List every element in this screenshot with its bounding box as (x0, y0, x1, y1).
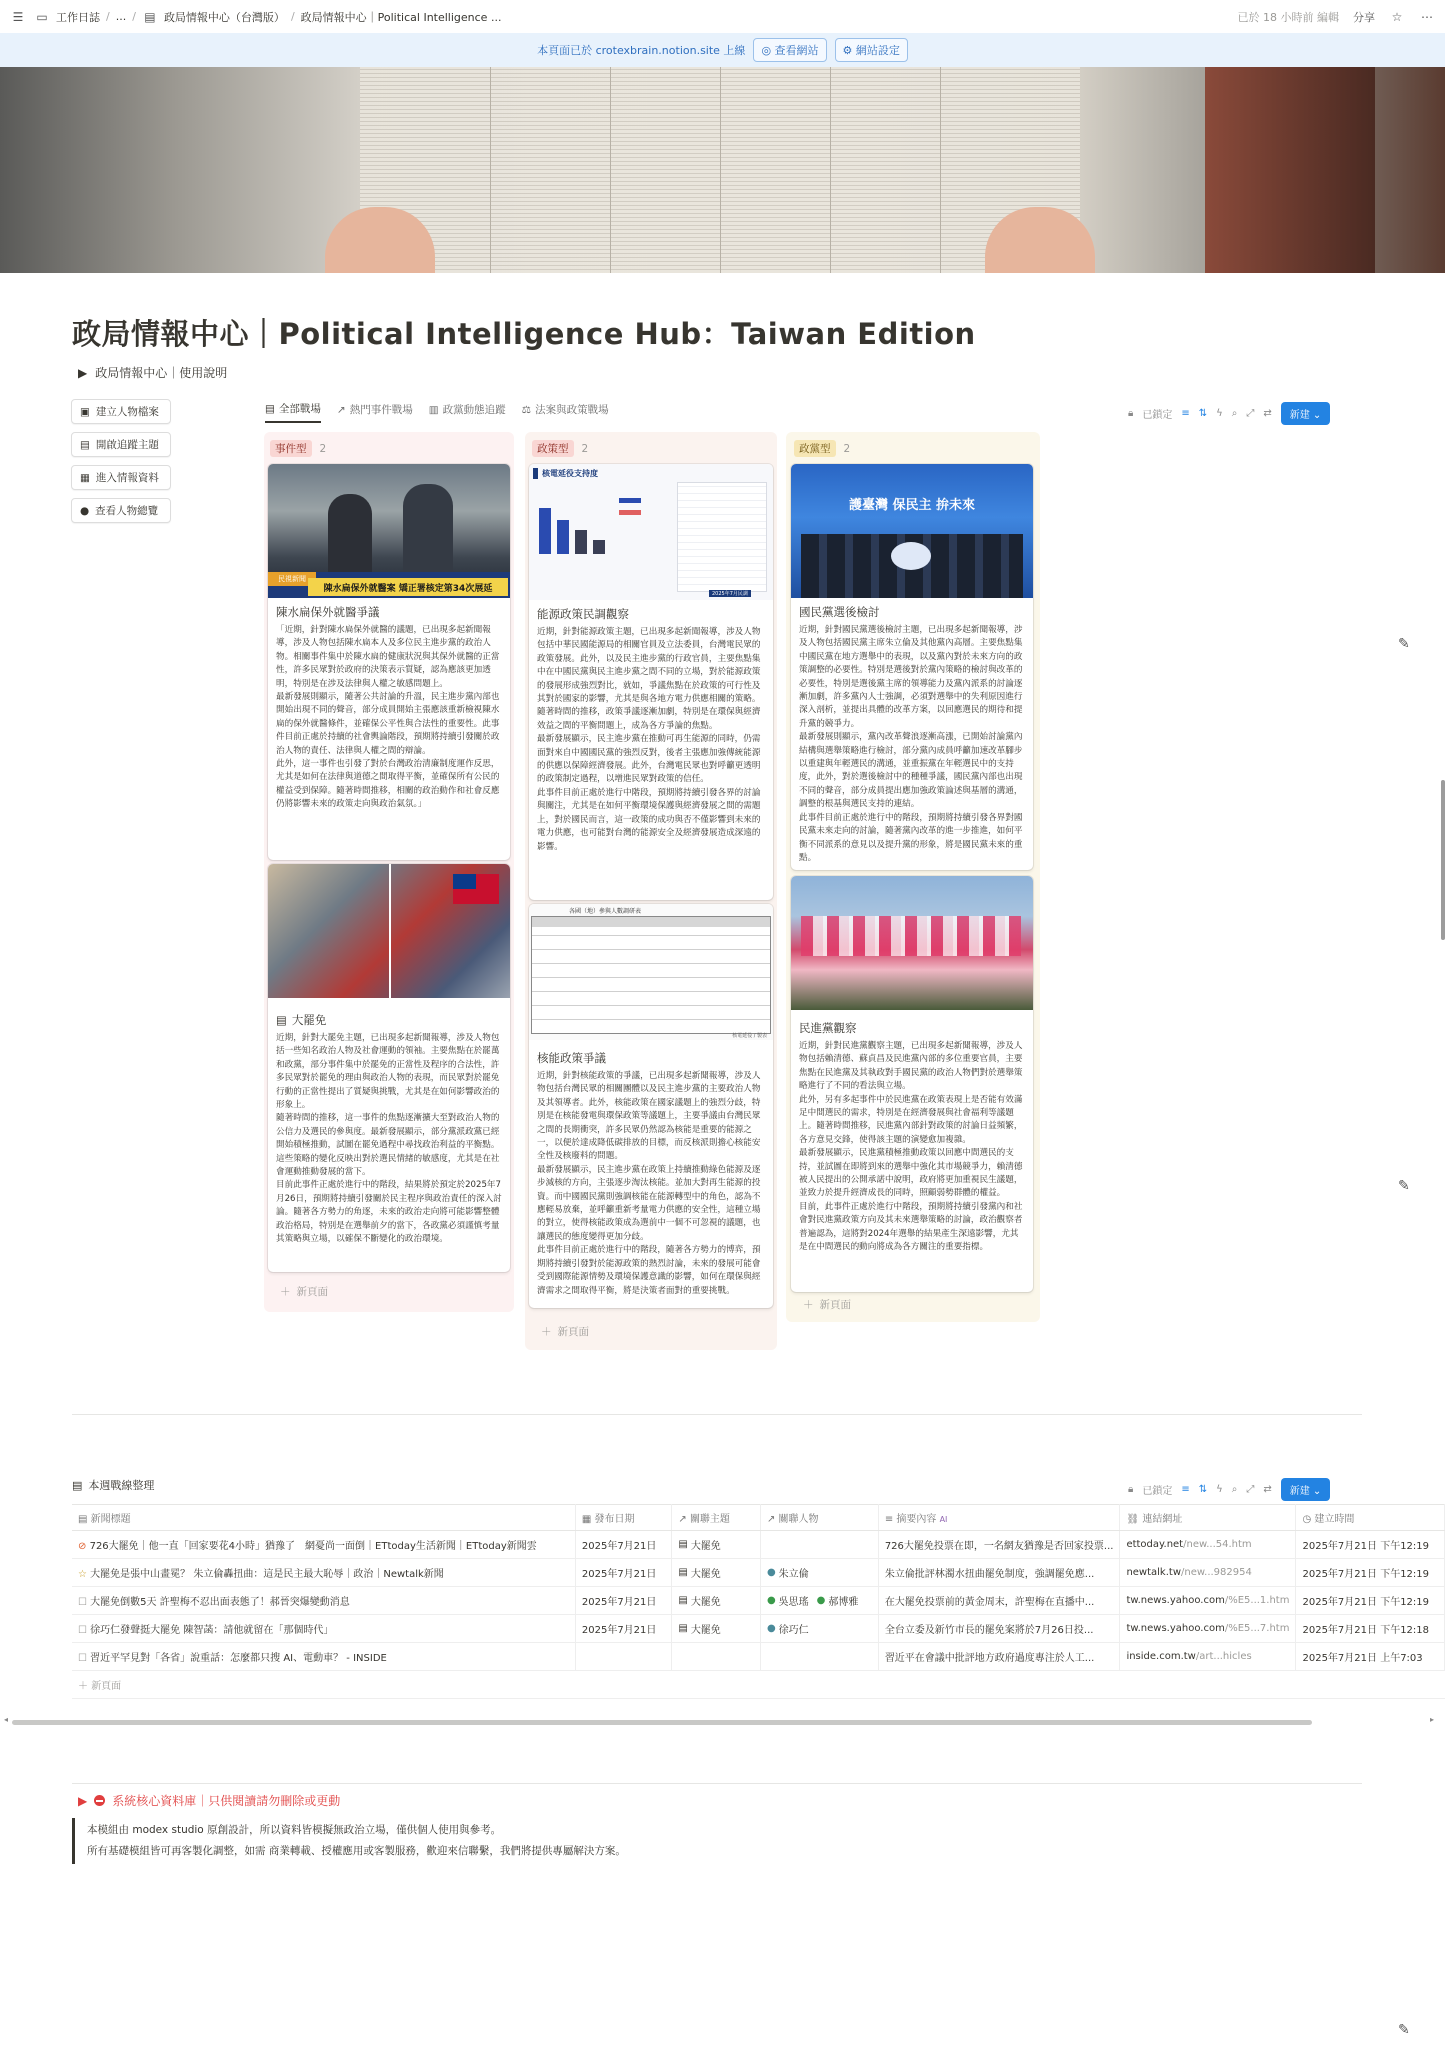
expand-icon[interactable]: ⤢ (1246, 1484, 1255, 1495)
scroll-left-icon[interactable]: ◂ (4, 1715, 9, 1724)
page-title: 政局情報中心｜Political Intelligence Hub：Taiwan Edition (72, 317, 976, 351)
cell-people[interactable] (760, 1559, 878, 1587)
locked-label: 已鎖定 (1142, 410, 1173, 421)
cell-people[interactable] (760, 1531, 878, 1559)
add-page-button[interactable] (280, 1284, 328, 1299)
card-title (268, 598, 510, 624)
table-row[interactable] (72, 1643, 1445, 1671)
card-cover-image (529, 464, 773, 600)
person-pill[interactable] (767, 1621, 809, 1636)
new-button-label: 新建 (1289, 410, 1310, 421)
triangle-right-icon: ▶ (78, 1793, 88, 1808)
table-row[interactable] (72, 1615, 1445, 1643)
link-host[interactable]: tw.news.yahoo.com (1126, 1623, 1225, 1634)
book-icon: ▤ (80, 438, 90, 451)
site-settings-button[interactable] (835, 38, 908, 62)
cell-date[interactable]: 2025年7月21日 (575, 1587, 671, 1615)
link-path: /new...982954 (1181, 1567, 1252, 1578)
breadcrumb-separator: / (290, 10, 295, 23)
share-button[interactable]: 分享 (1353, 10, 1375, 24)
cell-date[interactable]: 2025年7月21日 (575, 1559, 671, 1587)
relation-icon: ↗ (766, 1514, 776, 1525)
card-title-text: 大罷免 (291, 1013, 327, 1027)
plus-icon: ＋ (78, 1681, 88, 1692)
breadcrumb-separator: / (132, 10, 136, 23)
header-label: 連結網址 (1142, 1514, 1183, 1525)
star-icon[interactable]: ☆ (1391, 9, 1403, 24)
add-row-label: 新頁面 (91, 1681, 122, 1692)
lightning-icon[interactable]: ϟ (1216, 1484, 1223, 1495)
topic-label: 大罷免 (690, 1569, 721, 1580)
text-column-icon: ▤ (78, 1514, 88, 1525)
lock-icon: 🔒︎ (1128, 408, 1134, 419)
cell-link[interactable] (1120, 1559, 1296, 1587)
scale-icon: ⚖ (521, 403, 532, 416)
link-host[interactable]: tw.news.yahoo.com (1126, 1595, 1225, 1606)
tab-label: 熱門事件戰場 (349, 404, 413, 416)
cell-created: 2025年7月21日 下午12:19 (1296, 1531, 1445, 1559)
notice-quote (72, 1818, 872, 1864)
cell-title[interactable] (72, 1615, 575, 1643)
cell-summary[interactable]: 習近平在會議中批評地方政府過度專注於人工... (878, 1643, 1120, 1671)
column-tag: 政黨型 (794, 440, 836, 457)
link-path: /%E5...7.htm (1224, 1623, 1290, 1634)
row-title: 習近平罕見對「各省」說重話：怎麼都只搜 AI、電動車？ - INSIDE (90, 1653, 387, 1664)
tab-label: 政黨動態追蹤 (442, 404, 506, 416)
enter-intel-button[interactable] (71, 465, 171, 490)
newspaper-column-line (940, 67, 941, 273)
create-profile-label: 建立人物檔案 (95, 406, 159, 418)
page-icon: ▤ (276, 1013, 287, 1027)
notice-line-2: 所有基礎模組皆可再客製化調整，如需 商業轉載、授權應用或客製服務，歡迎來信聯繫，我們將提供專屬解決方案。 (87, 1845, 626, 1857)
cell-created: 2025年7月21日 上午7:03 (1296, 1643, 1445, 1671)
cell-summary[interactable]: 726大罷免投票在即，一名網友猶豫是否回家投票... (878, 1531, 1120, 1559)
topic-label: 大罷免 (690, 1541, 721, 1552)
divider (72, 1414, 1362, 1415)
tab-label: 法案與政策戰場 (535, 404, 609, 416)
cell-created: 2025年7月21日 下午12:18 (1296, 1615, 1445, 1643)
background-wall-graphic (1205, 67, 1375, 273)
usage-toggle[interactable] (78, 364, 227, 381)
vertical-scrollbar[interactable] (1441, 780, 1445, 940)
row-title: 大罷免倒數5天 許聖梅不忍出面表態了！郝晉突爆變動消息 (90, 1597, 350, 1608)
card-summary: 近期，針對核能政策的爭議，已出現多起新聞報導，涉及人物包括台灣民眾的相關團體以及民主進步黨的主要政治人物及其領導者。此外，核能政策在國家議題上的強烈分歧，特別是在核能發電與環保政策等議題上，主要爭議由台灣民眾之間的長期衝突，許多民眾仍然認為核能是重要的能源之一，以便於達成降低碳排放的目標，而反核派則擔心核能安全性及核廢料的問題。 最新發展顯示，民主進步黨在政策上持續推動綠色能源及逐步減核的方向，主張逐步淘汰核能。並加大對再生能源的投資。而中國國民黨則強調核能在能源轉型中的角色，認為不應輕易放棄，並呼籲重新考量電力供應的安全性，這種立場的對立，使得核能政策成為選前中一個不可忽視的議題，也讓選民的態度變得更加分歧。 此事件目前正處於進行中的階段，隨著各方勢力的博弈，預期將持續引發對於能源政策的熱烈討論，未來的發展可能會受到國際能源情勢及環境保護意識的影響，如何在環保與經濟需求之間取得平衡，將是決策者面對的重要挑戰。 (537, 1071, 761, 1296)
text-column-icon: ≡ (884, 1514, 894, 1525)
card-title (529, 600, 773, 626)
person-figure-graphic (328, 494, 372, 584)
settings-icon[interactable]: ⇄ (1263, 1484, 1272, 1495)
assistant-icon[interactable]: ✎ (1398, 1178, 1410, 1194)
breadcrumb-item-1[interactable]: ... (115, 10, 127, 23)
workspace-icon: ▭ (36, 9, 48, 24)
table-row[interactable] (72, 1559, 1445, 1587)
newspaper-column-line (830, 67, 831, 273)
card-summary: 近期，針對民進黨觀察主題，已出現多起新聞報導，涉及人物包括賴清德、蘇貞昌及民進黨內部的多位重要官員，主要焦點在民進黨及其執政對手國民黨的政治人物們對於選舉策略進行了不同的看法與立場。 此外，另有多起事件中於民進黨在政策表現上是否能有效滿足中間選民的需求，特別是在經濟發展與社會福利等議題上。隨著時間推移，民進黨內部針對政策的討論日益頻繁，各方意見交鋒，使得該主題的演變愈加複雜。 最新發展顯示，民進黨積極推動政策以回應中間選民的支持，並試圖在即將到來的選舉中強化其市場競爭力，賴清德被人民提出的公開承諾中說明，政府將更加重視民生議題，並致力於提升經濟成長的同時，照顧弱勢群體的權益。 目前，此事件正處於進行中階段，預期將持續引發黨內和社會對民進黨政策方向及其未來選舉策略的討論，政治觀察者普遍認為，這將對2024年選舉的結果產生深遠影響，尤其是在中間選民的動向將成為各方關注的重要指標。 (799, 1041, 1023, 1253)
quick-buttons (71, 399, 171, 523)
news-brand-logo: 民視新聞 (268, 572, 316, 586)
cell-date[interactable]: 2025年7月21日 (575, 1531, 671, 1559)
notice-line-1: 本模組由 modex studio 原創設計，所以資料皆模擬無政治立場，僅供個人使用與參考。 (87, 1824, 502, 1836)
card-cover-image (268, 864, 510, 998)
table-icon: ▤ (72, 1478, 83, 1492)
link-host[interactable]: ettoday.net (1126, 1539, 1184, 1550)
add-row-cell[interactable] (72, 1671, 575, 1699)
search-icon[interactable]: ⌕ (1231, 1484, 1238, 1495)
view-site-button[interactable] (753, 38, 826, 62)
person-pill[interactable] (767, 1565, 809, 1580)
gear-icon: ⚙ (842, 44, 853, 57)
person-name: 郝博雅 (828, 1597, 859, 1608)
cell-link[interactable] (1120, 1643, 1296, 1671)
table-view-header[interactable] (72, 1477, 154, 1493)
cell-topic[interactable] (672, 1559, 761, 1587)
column-header-created[interactable] (1296, 1505, 1445, 1531)
card-title-text: 陳水扁保外就醫爭議 (276, 605, 380, 619)
cell-link[interactable] (1120, 1531, 1296, 1559)
clock-icon: ◷ (1302, 1514, 1312, 1525)
cell-summary[interactable]: 全台立委及新竹市長的罷免案將於7月26日投... (878, 1615, 1120, 1643)
data-table-graphic (677, 482, 767, 592)
column-header-party[interactable] (794, 440, 850, 457)
chart-bar-graphic (575, 530, 587, 554)
cell-title[interactable] (72, 1587, 575, 1615)
person-icon: ● (766, 1623, 776, 1634)
column-header-topic[interactable] (672, 1505, 761, 1531)
card-cover-image (529, 904, 773, 1040)
chart-bar-graphic (539, 508, 551, 554)
legend-swatch-graphic (619, 498, 641, 503)
tab-policy[interactable] (522, 401, 609, 423)
edited-timestamp: 已於 18 小時前 編輯 (1237, 10, 1339, 24)
card-summary: 近期，針對能源政策主題，已出現多起新聞報導，涉及人物包括中華民國能源局的相關官員及立法委員，台灣電民眾的政策發展。此外，以及民主進步黨的行政官員，主要焦點集中在中國民黨與民主進步黨之間不同的立場，對於能源政策的發展形成強烈對比，就如，爭議焦點在於政策的可行性及其對於國家的影響，尤其是與各地方電力供應相關的策略。 隨著時間的推移，政策爭議逐漸加劇，特別是在環保與經濟效益之間的平衡問題上，成為各方爭論的焦點。 最新發展顯示，民主進步黨在推動可再生能源的同時，仍需面對來自中國國民黨的強烈反對，後者主張應加強傳統能源的供應以保障經濟發展。此外，台灣電民眾也對呼籲更透明的政策制定過程，以增進民眾對政策的信任。 此事件目前正處於進行中階段，預期將持續引發各界的討論與關注，尤其是在如何平衡環境保護與經濟發展之間的需題上，對於國民而言，這一政策的成功與否不僅影響到未來的電力供應，也可能對台灣的能源安全及經濟發展造成深遠的影響。 (537, 627, 761, 852)
table-row[interactable] (72, 1587, 1445, 1615)
cell-title[interactable] (72, 1643, 575, 1671)
card-title (268, 998, 510, 1032)
person-icon: ● (816, 1595, 826, 1606)
tab-party-tracking[interactable] (429, 401, 506, 423)
new-button[interactable]: 新建 ⌄ (1281, 402, 1331, 425)
header-label: 建立時間 (1314, 1514, 1355, 1525)
scrollbar-thumb[interactable] (12, 1720, 1312, 1725)
topic-pill[interactable] (678, 1621, 720, 1636)
assistant-icon[interactable]: ✎ (1398, 2022, 1410, 2038)
core-database-warning: 系統核心資料庫｜只供閱讀請勿刪除或更動 (112, 1794, 341, 1808)
board-card[interactable] (529, 904, 773, 1308)
column-count: 2 (843, 442, 851, 455)
person-pill[interactable] (767, 1593, 809, 1608)
table-heading: 各國（地）參與人數調研表 (569, 908, 642, 915)
person-name: 徐巧仁 (778, 1625, 809, 1636)
person-name: 朱立倫 (778, 1569, 809, 1580)
locked-label: 已鎖定 (1142, 1486, 1173, 1497)
add-page-label: 新頁面 (557, 1326, 589, 1338)
person-figure-graphic (403, 484, 453, 584)
row-icon: ☐ (78, 1653, 87, 1664)
breadcrumb-item-0[interactable]: 工作日誌 (56, 10, 100, 24)
link-path: /new...54.htm (1183, 1539, 1252, 1550)
new-button-label: 新建 (1289, 1486, 1310, 1497)
table-header-row (72, 1505, 1445, 1531)
news-table (72, 1504, 1445, 1699)
column-header-events[interactable] (270, 440, 326, 457)
new-button[interactable]: 新建 ⌄ (1281, 1478, 1331, 1501)
header-label: 關聯主題 (689, 1514, 730, 1525)
column-count: 2 (581, 442, 589, 455)
card-cover-image (268, 464, 510, 598)
lock-icon: 🔒︎ (1128, 1484, 1134, 1495)
column-tag: 政策型 (532, 440, 574, 457)
breadcrumb (34, 9, 501, 25)
database-icon: ▦ (80, 471, 90, 484)
chart-heading: 核電延役支持度 (533, 468, 598, 479)
cell-title[interactable] (72, 1559, 575, 1587)
add-page-button[interactable] (541, 1324, 589, 1339)
cell-link[interactable] (1120, 1587, 1296, 1615)
board-card[interactable] (268, 864, 510, 1272)
cell-created: 2025年7月21日 下午12:19 (1296, 1587, 1445, 1615)
table-title: 本週戰線整理 (88, 1479, 155, 1492)
create-profile-button[interactable] (71, 399, 171, 424)
menu-icon[interactable]: ☰ (12, 9, 24, 24)
cover-image[interactable] (0, 67, 1445, 273)
top-bar (0, 0, 1445, 33)
card-cover-image (791, 464, 1033, 598)
topic-pill[interactable] (678, 1593, 720, 1608)
enter-intel-label: 進入情報資料 (95, 472, 159, 484)
board-toolbar (1128, 402, 1330, 425)
protest-flags-graphic (801, 916, 1021, 956)
add-page-button[interactable] (803, 1297, 851, 1312)
board-card[interactable] (529, 464, 773, 900)
flag-graphic (453, 874, 499, 904)
ai-badge: AI (939, 1515, 948, 1524)
card-title (791, 1010, 1033, 1040)
card-summary: 近期，針對大罷免主題，已出現多起新聞報導，涉及人物包括一些知名政治人物及社會運動的領袖。主要焦點在於罷萬和政黨，部分事件集中於罷免的正當性及程序的合法性，許多民眾對於罷免的理由與政治人物的表現，而民眾對於罷免行動的正當性提出了質疑與挑戰，尤其是在如何影響政治的形象上。 隨著時間的推移，這一事件的焦點逐漸擴大至對政治人物的公信力及選民的參與度。最新發展顯示，部分黨派政黨已經開始積極推動，試圖在罷免過程中尋找政治利益的平衡點。這些策略的變化反映出對於選民情緒的敏感度，尤其是在社會運動推動發展的當下。 目前此事件正處於進行中的階段，結果將於預定於2025年7月26日，預期將持續引發關於民主程序與政治責任的深入討論。隨著各方勢力的角逐，未來的政治走向將可能影響整體政治格局，特別是在選舉前夕的當下，各政黨必須謹慎考量其策略與立場，以確保不斷變化的政治環境。 (276, 1033, 502, 1245)
open-topic-button[interactable] (71, 432, 171, 457)
link-path: /%E5...1.htm (1224, 1595, 1290, 1606)
board-card[interactable] (268, 464, 510, 860)
board-card[interactable] (791, 876, 1033, 1292)
publish-text: 本頁面已於 crotexbrain.notion.site 上線 (537, 44, 746, 57)
link-path: /art...hicles (1195, 1651, 1252, 1662)
cell-topic[interactable] (672, 1531, 761, 1559)
cell-date[interactable]: 2025年7月21日 (575, 1615, 671, 1643)
card-title (529, 1040, 773, 1070)
cell-created: 2025年7月21日 下午12:19 (1296, 1559, 1445, 1587)
party-emblem-graphic (891, 542, 931, 570)
chart-bar-graphic (557, 520, 569, 554)
publish-banner (0, 33, 1445, 67)
add-page-label: 新頁面 (819, 1299, 851, 1311)
site-settings-label: 網站設定 (855, 44, 900, 57)
cell-topic[interactable] (672, 1587, 761, 1615)
book-icon: ▤ (678, 1539, 688, 1550)
view-people-button[interactable] (71, 498, 171, 523)
board-icon: ▤ (265, 402, 275, 415)
plus-icon: ＋ (541, 1326, 552, 1338)
calendar-icon: ▦ (581, 1514, 592, 1525)
cell-people[interactable] (760, 1587, 878, 1615)
add-page-label: 新頁面 (296, 1286, 328, 1298)
cell-summary[interactable]: 在大罷免投票前的黃金周末，許聖梅在直播中... (878, 1587, 1120, 1615)
cell-title[interactable] (72, 1531, 575, 1559)
link-host[interactable]: inside.com.tw (1126, 1651, 1196, 1662)
row-title: 大罷免是張中山畫冕？ 朱立倫轟扭曲：這是民主最大恥辱｜政治｜Newtalk新聞 (90, 1569, 444, 1580)
table-row[interactable] (72, 1531, 1445, 1559)
row-icon: ☐ (78, 1597, 87, 1608)
chart-icon: ↗ (336, 403, 346, 416)
card-title-text: 民進黨觀察 (799, 1021, 857, 1035)
card-cover-image (791, 876, 1033, 1010)
search-icon[interactable]: ⌕ (1231, 408, 1238, 419)
column-header-title[interactable] (72, 1505, 575, 1531)
column-header-policy[interactable] (532, 440, 588, 457)
view-tabs (265, 401, 609, 423)
bar-chart-icon: ▥ (428, 403, 439, 416)
policy-table-graphic (531, 916, 771, 1034)
header-label: 摘要內容 (896, 1514, 937, 1525)
cell-people[interactable] (760, 1643, 878, 1671)
core-database-toggle[interactable] (78, 1792, 340, 1809)
filter-icon[interactable]: ≡ (1181, 1484, 1190, 1495)
breadcrumb-separator: / (106, 10, 110, 23)
column-count: 2 (319, 442, 327, 455)
topic-label: 大罷免 (690, 1625, 721, 1636)
more-icon[interactable]: ⋯ (1421, 9, 1433, 24)
card-title (791, 598, 1033, 624)
relation-icon: ↗ (678, 1514, 687, 1525)
person-icon: ● (80, 504, 90, 517)
board-card[interactable] (791, 464, 1033, 870)
id-card-icon: ▣ (80, 405, 90, 418)
person-icon: ● (766, 1567, 776, 1578)
news-caption: 陳水扁保外就醫案 矯正署核定第34次展延 (308, 578, 508, 596)
row-title: 徐巧仁發聲挺大罷免 陳智菡：請他就留在「那個時代」 (90, 1625, 334, 1636)
cell-summary[interactable]: 朱立倫批評林濁水扭曲罷免制度，強調罷免應... (878, 1559, 1120, 1587)
sort-icon[interactable]: ⇅ (1198, 1484, 1208, 1495)
column-header-date[interactable] (575, 1505, 671, 1531)
card-title-text: 能源政策民調觀察 (537, 607, 629, 621)
breadcrumb-item-2[interactable]: 政局情報中心（台灣版） (163, 10, 285, 24)
book-icon: ▤ (678, 1623, 688, 1634)
scroll-right-icon[interactable]: ▸ (1429, 1715, 1434, 1724)
filter-icon[interactable]: ≡ (1181, 408, 1190, 419)
person-icon: ● (766, 1595, 776, 1606)
chart-note: 2025年7月民調 (709, 590, 751, 597)
tab-all-battlefields[interactable] (265, 401, 321, 423)
header-label: 關聯人物 (778, 1514, 819, 1525)
sort-icon[interactable]: ⇅ (1198, 408, 1208, 419)
column-header-people[interactable] (760, 1505, 878, 1531)
book-icon: ▤ (678, 1567, 688, 1578)
cell-date[interactable] (575, 1643, 671, 1671)
horizontal-scrollbar[interactable] (4, 1715, 1434, 1726)
cell-people[interactable] (760, 1615, 878, 1643)
triangle-right-icon: ▶ (78, 365, 88, 380)
topic-pill[interactable] (678, 1565, 720, 1580)
plus-icon: ＋ (280, 1286, 291, 1298)
table-toolbar (1128, 1478, 1330, 1501)
column-header-link[interactable] (1120, 1505, 1296, 1531)
row-title: 726大罷免｜他一直「回家要花4小時」猶豫了 網憂尚一面倒｜ETtoday生活新聞｜ETtoday新聞雲 (89, 1541, 537, 1552)
card-summary: 近期，針對國民黨選後檢討主題，已出現多起新聞報導，涉及人物包括國民黨主席朱立倫及其他黨內高層。主要焦點集中國民黨在地方選舉中的表現，以及黨內對於未來方向的政策調整的必要性。特別是選後對於黨內策略的檢討與改革的必要性，特別是選後黨主席的領導能力及黨內派系的討論逐漸加劇，許多黨內人士強調，必須對選舉中的失利原因進行深入剖析，並提出具體的改革方案，以回應選民的期待和提升黨的競爭力。 最新發展則顯示，黨內改革聲浪逐漸高漲，已開始討論黨內結構與選舉策略進行檢討，部分黨內成員呼籲加速改革腳步以重建與年輕選民的溝通，並重振黨在年輕選民中的支持度，此外，對於選後檢討中的種種爭議，國民黨內部也出現不同的聲音，部分成員提出應加強政策論述與基層的溝通，調整的根基與選民支持的連結。 此事件目前正處於進行中的階段，預期將持續引發各界對國民黨未來走向的討論，隨著黨內改革的進一步推進，如何平衡不同派系的意見以及提升黨的形象，將是國民黨未來的重點。 (799, 625, 1023, 863)
divider (72, 1783, 1362, 1784)
open-topic-label: 開啟追蹤主題 (95, 439, 159, 451)
tab-label: 全部戰場 (278, 403, 321, 415)
card-summary: 「近期，針對陳水扁保外就醫的議題，已出現多起新聞報導，涉及人物包括陳水扁本人及多位民主進步黨的政治人物。相關事件集中於陳水扁的健康狀況與其保外就醫的正當性，許多民眾對於政府的決策表示質疑，認為應該更加透明，特別是在涉及法律與人權之敏感問題上。 最新發展則顯示，隨著公共討論的升溫，民主進步黨內部也開始出現不同的聲音，部分成員開始主張應該重新檢視陳水扁的保外就醫條件，並確保公平性與合法性的重要性。此事件目前正處於持續的社會輿論階段，預期將持續引發關於政治人物的責任、法律與人權之間的辯論。 此外，這一事件也引發了對於台灣政治清廉制度運作反思，尤其是如何在法律與道德之間取得平衡，並確保所有公民的權益受到保障。隨著時間推移，相關的政治動作和社會反應仍將影響未來的政策走向與政治氣氛。」 (276, 625, 500, 810)
newspaper-column-line (720, 67, 721, 273)
assistant-icon[interactable]: ✎ (1398, 636, 1410, 652)
person-name: 吳思瑤 (778, 1597, 809, 1608)
topic-pill[interactable] (678, 1537, 720, 1552)
legend-swatch-graphic (619, 510, 641, 515)
column-tag: 事件型 (270, 440, 312, 457)
cell-topic[interactable] (672, 1643, 761, 1671)
expand-icon[interactable]: ⤢ (1246, 408, 1255, 419)
cell-link[interactable] (1120, 1615, 1296, 1643)
topic-label: 大罷免 (690, 1597, 721, 1608)
tab-hot-events[interactable] (337, 401, 413, 423)
card-title-text: 國民黨選後檢討 (799, 605, 880, 619)
plus-icon: ＋ (803, 1299, 814, 1311)
card-title-text: 核能政策爭議 (537, 1051, 606, 1065)
newspaper-column-line (610, 67, 611, 273)
cell-topic[interactable] (672, 1615, 761, 1643)
book-icon: ▤ (144, 9, 156, 24)
view-people-label: 查看人物總覽 (95, 505, 159, 517)
lightning-icon[interactable]: ϟ (1216, 408, 1223, 419)
usage-toggle-label: 政局情報中心｜使用說明 (95, 366, 228, 380)
row-icon: ☐ (78, 1625, 87, 1636)
person-pill[interactable] (817, 1593, 859, 1608)
add-row[interactable] (72, 1671, 1445, 1699)
chart-bar-graphic (593, 540, 605, 554)
table-note: 核電延役 / 製表 (732, 1033, 767, 1039)
view-site-label: 查看網站 (774, 44, 819, 57)
link-host[interactable]: newtalk.tw (1126, 1567, 1182, 1578)
no-entry-icon (94, 1795, 105, 1806)
book-icon: ▤ (678, 1595, 688, 1606)
row-icon: ⊘ (78, 1541, 87, 1552)
column-header-summary[interactable] (878, 1505, 1120, 1531)
link-icon: ⛓ (1126, 1514, 1140, 1525)
newspaper-column-line (490, 67, 491, 273)
banner-slogan: 護臺灣 保民主 拚未來 (848, 498, 976, 513)
header-label: 發布日期 (594, 1514, 635, 1525)
header-label: 新聞標題 (90, 1514, 131, 1525)
breadcrumb-item-3[interactable]: 政局情報中心｜Political Intelligence ... (300, 10, 502, 24)
globe-icon: ◎ (761, 44, 772, 57)
row-icon: ☆ (78, 1569, 87, 1580)
settings-icon[interactable]: ⇄ (1263, 408, 1272, 419)
